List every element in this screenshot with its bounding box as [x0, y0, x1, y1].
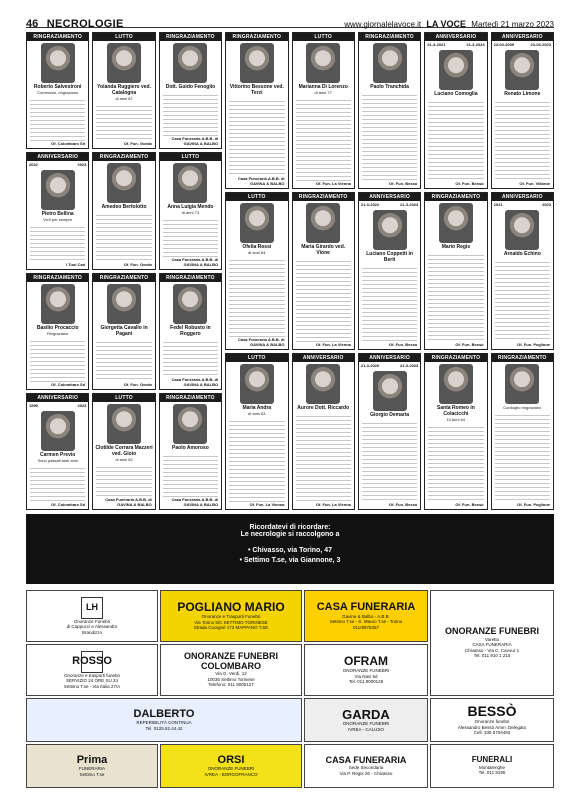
- deceased-name: Giorgetta Cavallo in Pagani: [100, 324, 148, 337]
- funeral-home-ad[interactable]: [304, 698, 428, 742]
- ad-title: CASA FUNERARIA: [325, 754, 407, 765]
- notice-text: di anni 83: [248, 410, 266, 416]
- notice-body-text: [428, 99, 483, 181]
- notice-dates: [425, 41, 486, 48]
- deceased-name: Anna Luigia Mendo: [167, 204, 214, 211]
- funeral-home-signature: Of. Fun. La Vienna: [315, 341, 351, 347]
- notice-type-label: ANNIVERSARIO: [293, 354, 354, 362]
- notice-body-text: [30, 224, 85, 261]
- funeral-home-signature: Casa Funeraria A.B.B. di GAVINA & BALBO: [237, 176, 285, 187]
- notice-date-end: 21-3-2023: [400, 362, 419, 368]
- portrait-photo: [306, 364, 340, 404]
- notice-body-text: [96, 464, 151, 497]
- funeral-home-signature: Of. Fun. Gorda: [123, 141, 152, 147]
- notice-body-text: [495, 99, 550, 181]
- notice-text: di anni 82: [115, 456, 133, 462]
- ad-logo-icon: [81, 597, 103, 619]
- funeral-home-ad[interactable]: [304, 744, 428, 788]
- notice-body-text: [362, 265, 417, 341]
- ad-line: ONORANZE FUNEBRI: [207, 766, 255, 772]
- obituary-notice: [491, 32, 554, 189]
- obituary-column: [159, 32, 222, 510]
- notice-text: di anni 77: [314, 90, 332, 95]
- ad-line: Settimo T.se - S. Mauro T.se - Torino: [329, 619, 403, 625]
- portrait-photo: [41, 284, 75, 324]
- ad-line: Sede Secondaria: [348, 765, 384, 771]
- notice-text: Sono passati tanti anni: [37, 457, 78, 463]
- ad-line: Tel. 0125.62.44.42: [145, 725, 183, 731]
- ad-line: SERVIZIO 24 ORE SU 24: [66, 678, 118, 684]
- notice-date-start: 23-03-2009: [493, 42, 515, 47]
- notice-type-label: ANNIVERSARIO: [27, 394, 88, 402]
- ad-line: Settimo T.se: [79, 771, 105, 777]
- portrait-photo: [107, 43, 141, 83]
- notice-body-text: [428, 424, 483, 502]
- page-number: 46: [26, 18, 39, 30]
- notice-type-label: ANNIVERSARIO: [359, 354, 420, 362]
- notice-body-text: [229, 418, 284, 502]
- notice-type-label: RINGRAZIAMENTO: [160, 274, 221, 282]
- portrait-photo: [240, 364, 274, 404]
- issue-date: Martedì 21 marzo 2023: [471, 20, 554, 29]
- banner-address2: • Settimo T.se, via Giannone, 3: [239, 557, 341, 564]
- funeral-home-signature: Of. Fun. Bessò: [389, 341, 418, 347]
- notice-body-text: [30, 338, 85, 382]
- notice-body-text: [163, 453, 218, 497]
- funeral-home-signature: Casa Funeraria A.B.B. di GAVINA & BALBO: [171, 376, 219, 387]
- notice-body-text: [163, 339, 218, 377]
- notice-type-label: LUTTO: [93, 394, 154, 402]
- ad-title: DALBERTO: [133, 707, 195, 720]
- ad-title: FUNERALI: [471, 755, 513, 765]
- notice-date-start: 21-3-2022: [360, 202, 380, 208]
- portrait-photo: [173, 404, 207, 444]
- notice-type-label: RINGRAZIAMENTO: [93, 153, 154, 161]
- deceased-name: Carmen Previo: [40, 451, 76, 458]
- notice-type-label: RINGRAZIAMENTO: [93, 274, 154, 282]
- ad-line: IVREA - CALUSO: [348, 726, 384, 732]
- portrait-photo: [173, 43, 207, 83]
- obituary-notice: [225, 32, 288, 189]
- funeral-home-signature: Of. Fun. La Vienna: [315, 501, 351, 507]
- portrait-photo: [439, 364, 473, 404]
- notice-body-text: [296, 97, 351, 181]
- ad-line: Tel. 011 9190: [478, 770, 506, 776]
- notice-type-label: ANNIVERSARIO: [359, 193, 420, 201]
- ad-line: Onoranze Funebri: [73, 618, 111, 624]
- notice-type-label: RINGRAZIAMENTO: [425, 354, 486, 362]
- obituary-notice: [491, 192, 554, 349]
- funeral-home-signature: Casa Funeraria A.B.B. di GAVINA & BALBO: [237, 336, 285, 347]
- notice-body-text: [163, 217, 218, 256]
- ad-title: ORSI: [217, 753, 245, 766]
- funeral-home-signature: Of. Fun. Peglione: [517, 341, 550, 347]
- obituary-notice: [424, 353, 487, 510]
- funeral-home-ad[interactable]: [430, 698, 554, 742]
- funeral-home-signature: Casa Funeraria A.B.B. di GAVINA & BALBO: [171, 256, 219, 267]
- notice-text: Cordoglio ringraziano: [503, 404, 542, 410]
- portrait-photo: [306, 43, 340, 83]
- notice-dates: [359, 201, 420, 208]
- funeral-home-ad[interactable]: [430, 590, 554, 696]
- funeral-home-signature: Of. Fun. La Vienna: [249, 501, 285, 507]
- notice-date-start: 2021: [493, 202, 503, 208]
- notice-dates: [359, 362, 420, 369]
- obituary-notice: [92, 32, 155, 149]
- info-banner: [26, 514, 554, 584]
- notice-type-label: RINGRAZIAMENTO: [359, 33, 420, 41]
- ad-logo-icon: [72, 651, 112, 673]
- portrait-photo: [505, 50, 539, 90]
- notice-date-end: 21-3-2023: [466, 42, 485, 47]
- notice-date-end: 21-3-2023: [400, 202, 419, 208]
- obituary-column: [225, 32, 288, 510]
- ad-line: Via Torino 5/C SETTIMO TORINESE: [194, 619, 268, 625]
- obituary-notice: [92, 273, 155, 390]
- deceased-name: Clotilde Corrara Mazzeri ved. Gioio: [95, 444, 153, 457]
- funeral-home-signature: Of. Fun. Bessò: [455, 501, 484, 507]
- notice-type-label: ANNIVERSARIO: [27, 153, 88, 161]
- deceased-name: Luciano Coppetti in Berti: [366, 251, 413, 264]
- obituary-column: [358, 32, 421, 510]
- obituary-notice: [424, 192, 487, 349]
- obituary-column: [26, 32, 89, 510]
- obituary-notice: [491, 353, 554, 510]
- notice-body-text: [362, 420, 417, 502]
- portrait-photo: [373, 210, 407, 250]
- notice-date-end: 2023: [542, 202, 551, 208]
- notice-dates: [492, 201, 553, 208]
- ad-line: Telefono: 011 8005127: [208, 682, 254, 688]
- notice-dates: [27, 402, 88, 409]
- deceased-name: Vittorino Bessone ved. Terzi: [229, 84, 284, 96]
- notice-body-text: [96, 339, 151, 382]
- ad-line: 011/8978357: [353, 624, 379, 630]
- notice-type-label: LUTTO: [160, 153, 221, 161]
- notice-type-label: ANNIVERSARIO: [425, 33, 486, 41]
- obituary-notice: [26, 152, 89, 269]
- deceased-name: Dott. Guido Fenoglio: [165, 84, 216, 90]
- notice-text: Ringraziano: [47, 330, 69, 336]
- obituary-notice: [26, 273, 89, 390]
- header-left: [26, 14, 124, 32]
- notice-body-text: [229, 257, 284, 336]
- ad-line: Tel. 011 8000128: [348, 679, 384, 685]
- notice-body-text: [428, 252, 483, 341]
- deceased-name: Arnaldo Echino: [503, 251, 541, 258]
- ad-line: Onoranze funebri: [474, 719, 510, 725]
- obituary-notice: [159, 273, 222, 390]
- obituary-notice: [358, 353, 421, 510]
- obituary-notice: [292, 192, 355, 349]
- ad-line: REPERIBILITÀ CONTINUA: [136, 720, 192, 726]
- funeral-home-ad[interactable]: [304, 590, 428, 642]
- funeral-home-ad[interactable]: [160, 644, 302, 696]
- notice-type-label: ANNIVERSARIO: [492, 193, 553, 201]
- notice-type-label: RINGRAZIAMENTO: [226, 33, 287, 41]
- obituary-column: [92, 32, 155, 510]
- deceased-name: Luciano Comoglia: [434, 91, 478, 97]
- obituary-column: [491, 32, 554, 510]
- advertising-area: [26, 590, 554, 794]
- portrait-photo: [240, 203, 274, 243]
- notice-date-start: 2022: [29, 162, 38, 168]
- notice-text: Viviì per sempre: [43, 217, 73, 223]
- notice-type-label: RINGRAZIAMENTO: [293, 193, 354, 201]
- notice-body-text: [163, 92, 218, 136]
- portrait-photo: [439, 203, 473, 243]
- portrait-photo: [306, 203, 340, 243]
- funeral-home-ad[interactable]: [26, 644, 158, 696]
- ad-title: Prima: [76, 753, 108, 766]
- portrait-photo: [41, 170, 75, 210]
- obituary-grid: [26, 32, 554, 510]
- ad-title: POGLIANO MARIO: [177, 600, 285, 615]
- obituary-notice: [92, 152, 155, 269]
- funeral-home-signature: Casa Funeraria A.B.B. di GAVINA & BALBO: [171, 497, 219, 507]
- obituary-column: [292, 32, 355, 510]
- obituary-notice: [292, 32, 355, 189]
- notice-date-end: 23-03-2023: [530, 42, 551, 47]
- notice-type-label: ANNIVERSARIO: [492, 33, 553, 41]
- notice-type-label: LUTTO: [93, 33, 154, 41]
- notice-type-label: RINGRAZIAMENTO: [492, 354, 553, 362]
- funeral-home-signature: Of. Colombaro Srl: [51, 381, 86, 387]
- obituary-notice: [358, 192, 421, 349]
- obituary-notice: [26, 393, 89, 510]
- notice-body-text: [296, 413, 351, 502]
- portrait-photo: [505, 364, 539, 404]
- deceased-name: Fedel Robusto in Roggero: [170, 324, 211, 337]
- notice-body-text: [96, 212, 151, 261]
- section-title: NECROLOGIE: [46, 18, 124, 30]
- funeral-home-signature: Of. Fun. Peglione: [517, 501, 550, 507]
- portrait-photo: [41, 411, 75, 451]
- notice-body-text: [30, 465, 85, 502]
- funeral-home-signature: Of. Fun. Bessò: [455, 341, 484, 347]
- notice-type-label: RINGRAZIAMENTO: [425, 193, 486, 201]
- deceased-name: Yolanda Ruggiero ved. Catalogna: [97, 84, 151, 96]
- notice-dates: [27, 161, 88, 168]
- portrait-photo: [439, 50, 473, 90]
- portrait-photo: [107, 404, 141, 444]
- notice-text: di anni 87: [115, 96, 133, 101]
- funeral-home-signature: Of. Fun. Bessò: [389, 181, 418, 187]
- banner-address1: • Chivasso, via Torino, 47: [247, 547, 332, 554]
- deceased-name: Paolo Amoroso: [172, 444, 209, 451]
- funeral-home-ad[interactable]: [26, 590, 158, 642]
- notice-text: di anni 73: [181, 210, 200, 216]
- portrait-photo: [107, 284, 141, 324]
- ad-title: ONORANZE FUNEBRI: [445, 626, 539, 637]
- notice-date-end: 2023: [77, 162, 87, 168]
- obituary-notice: [159, 152, 222, 269]
- ad-line: Montalenghe: [478, 764, 506, 770]
- notice-body-text: [96, 103, 151, 141]
- portrait-photo: [173, 163, 207, 203]
- notice-body-text: [362, 92, 417, 181]
- funeral-home-signature: Casa Funeraria A.B.B. di GAVINA & BALBO: [105, 497, 152, 507]
- ad-line: 10036 Settimo Torinese: [207, 676, 255, 682]
- obituary-column: [424, 32, 487, 510]
- obituary-notice: [159, 32, 222, 149]
- ad-line: Cell. 335 5704493: [473, 730, 511, 736]
- ad-line: Brandizzo: [81, 629, 102, 635]
- funeral-home-signature: Of. Fun. Villaroe: [519, 181, 550, 187]
- funeral-home-signature: Of. Fun. La Vienna: [315, 181, 351, 187]
- deceased-name: Giorgio Demaria: [370, 411, 410, 418]
- funeral-home-ad[interactable]: [26, 698, 302, 742]
- ad-line: Tel. 011 910 1 215: [473, 653, 511, 659]
- deceased-name: Aurore Dott. Riccardo: [297, 404, 350, 411]
- notice-dates: [492, 41, 553, 48]
- banner-line1: Ricordatevi di ricordare:: [249, 524, 331, 531]
- funeral-home-signature: Of. Fun. Bessò: [389, 501, 418, 507]
- deceased-name: Pietro Bellina: [41, 211, 74, 218]
- notice-body-text: [296, 258, 351, 341]
- notice-type-label: RINGRAZIAMENTO: [27, 274, 88, 282]
- obituary-notice: [424, 32, 487, 189]
- ad-line: ONORANZE FUNEBRI: [342, 668, 390, 674]
- ad-line: IVREA - BORGOFRANCO: [204, 771, 258, 777]
- funeral-home-ad[interactable]: [160, 744, 302, 788]
- obituary-notice: [26, 32, 89, 149]
- notice-body-text: [495, 259, 550, 341]
- ad-line: di Cappucci e Alessandro: [66, 624, 118, 630]
- funeral-home-signature: I Tuoi Cari: [66, 261, 86, 267]
- notice-type-label: LUTTO: [226, 193, 287, 201]
- page-header: [26, 14, 554, 28]
- obituary-notice: [292, 353, 355, 510]
- ad-line: FUNERARIA: [78, 766, 105, 772]
- ad-title: GARDA: [342, 706, 390, 722]
- header-right: [344, 19, 554, 29]
- notice-date-start: 21-3-2021: [427, 42, 446, 47]
- notice-date-start: 1999: [29, 402, 38, 408]
- notice-text: Di Anni 64: [446, 416, 466, 422]
- paper-name: LA VOCE: [426, 19, 467, 29]
- ad-line: Via G. Verdi, 12: [215, 671, 247, 677]
- ad-line: Alessandro Bessò Amm. Delegato: [457, 724, 527, 730]
- notice-text: Commossi, ringraziano: [37, 90, 79, 95]
- notice-type-label: RINGRAZIAMENTO: [160, 394, 221, 402]
- ad-line: Settimo T.se - Via Italia 27/A: [63, 683, 121, 689]
- deceased-name: Renato Limone: [504, 91, 541, 97]
- funeral-home-signature: Of. Fun. Bessò: [455, 181, 484, 187]
- funeral-home-signature: Of. Fun. Gorda: [123, 261, 152, 267]
- portrait-photo: [505, 210, 539, 250]
- deceased-name: Roberto Salvestroni: [33, 84, 82, 90]
- notice-date-start: 21-3-2020: [360, 362, 380, 368]
- obituary-notice: [225, 353, 288, 510]
- portrait-photo: [173, 284, 207, 324]
- funeral-home-signature: Casa Funeraria A.B.B. di GAVINA & BALBO: [171, 136, 219, 147]
- ad-line: Strada Cuorgnè 173 MAPPANO T.SE: [193, 625, 269, 631]
- notice-body-text: [229, 98, 284, 176]
- obituary-notice: [92, 393, 155, 510]
- notice-date-end: 2023: [77, 402, 87, 408]
- ad-line: Via Navi 5d: [354, 673, 378, 679]
- deceased-name: Basilio Procaccio: [36, 324, 79, 331]
- deceased-name: Maria Andra: [242, 404, 272, 411]
- notice-type-label: LUTTO: [293, 33, 354, 41]
- obituary-notice: [225, 192, 288, 349]
- ad-line: CASA FUNERARIA: [472, 642, 512, 648]
- notice-body-text: [30, 97, 85, 141]
- ad-line: Varetto: [484, 636, 500, 642]
- ad-title: CASA FUNERARIA: [316, 600, 416, 613]
- ad-title: LH: [86, 602, 98, 613]
- deceased-name: Ofelia Rossi: [242, 244, 272, 251]
- funeral-home-ad[interactable]: [430, 744, 554, 788]
- banner-line2: Le necrologie si raccolgono a: [240, 531, 340, 538]
- funeral-home-ad[interactable]: [26, 744, 158, 788]
- notice-text: di anni 84: [248, 250, 266, 256]
- portrait-photo: [240, 43, 274, 83]
- portrait-photo: [373, 43, 407, 83]
- notice-type-label: LUTTO: [226, 354, 287, 362]
- funeral-home-ad[interactable]: [160, 590, 302, 642]
- portrait-photo: [107, 163, 141, 203]
- deceased-name: Paolo Tranchida: [370, 84, 409, 90]
- notice-type-label: RINGRAZIAMENTO: [160, 33, 221, 41]
- ad-title: BESSÒ: [467, 703, 517, 720]
- ad-title: ONORANZE FUNEBRI COLOMBARO: [184, 651, 278, 671]
- funeral-home-signature: Of. Colombaro Srl: [51, 502, 86, 507]
- funeral-home-signature: Of. Fun. Gorda: [123, 381, 152, 387]
- ad-line: ONORANZE FUNEBRI: [342, 721, 390, 727]
- funeral-home-signature: Of. Colombaro Srl: [51, 141, 86, 147]
- deceased-name: Maria Girardo ved. Vione: [301, 244, 346, 257]
- portrait-photo: [373, 371, 407, 411]
- ad-line: Onoranze e trasporti funebri: [63, 672, 121, 678]
- ad-line: Chivasso - Via C. Cavour 1: [464, 647, 520, 653]
- ad-title: ROSSO: [72, 654, 112, 667]
- ad-line: Via P. Regis 26 - Chivasso: [339, 770, 393, 776]
- ad-title: OFRAM: [344, 654, 388, 669]
- deceased-name: Amedeo Bertolotto: [101, 204, 147, 211]
- deceased-name: Marianna Di Lorenzo: [298, 84, 348, 90]
- deceased-name: Mario Regis: [441, 244, 471, 251]
- notice-body-text: [495, 412, 550, 502]
- ad-line: Gavina & Balbo - A.B.B.: [342, 613, 390, 619]
- ad-line: Onoranze e Trasporti Funebri: [201, 614, 261, 620]
- site-link[interactable]: www.giornalelavoce.it: [344, 20, 422, 29]
- deceased-name: Santa Romeo in Colacicchi: [437, 404, 475, 417]
- funeral-home-ad[interactable]: [304, 644, 428, 696]
- obituary-notice: [358, 32, 421, 189]
- notice-type-label: RINGRAZIAMENTO: [27, 33, 88, 41]
- obituary-notice: [159, 393, 222, 510]
- portrait-photo: [41, 43, 75, 83]
